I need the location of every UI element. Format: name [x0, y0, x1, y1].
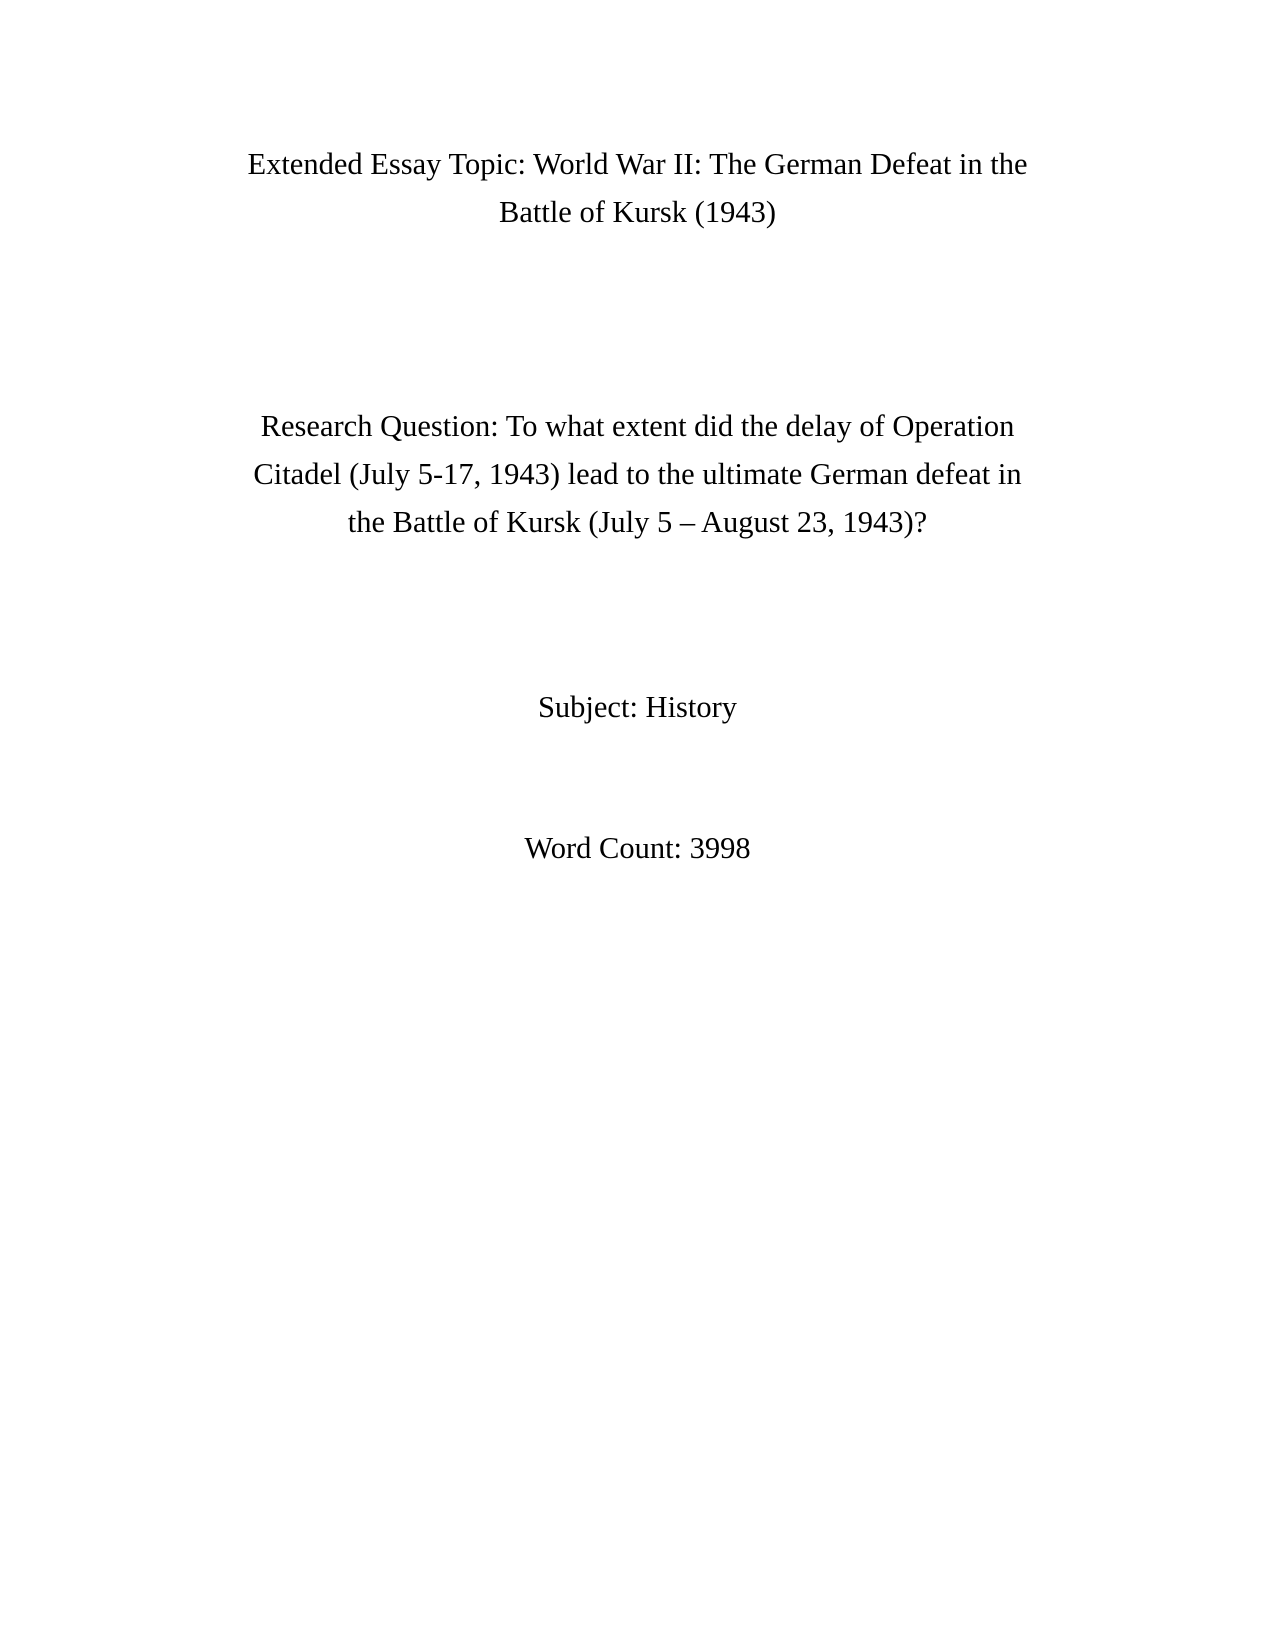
research-question-block: [174, 402, 1102, 546]
subject-block: [174, 683, 1102, 731]
research-question-line-1: Research Question: To what extent did the delay of Operation: [260, 409, 1015, 443]
subject-label: Subject: History: [537, 690, 738, 724]
word-count-label: Word Count: 3998: [524, 831, 751, 865]
research-question-line-2: Citadel (July 5-17, 1943) lead to the ultimate German defeat in: [253, 457, 1022, 491]
essay-title-line-1: Extended Essay Topic: World War II: The German Defeat in the: [247, 147, 1028, 181]
research-question-line-3: the Battle of Kursk (July 5 – August 23, 1943)?: [347, 505, 928, 539]
word-count-block: [174, 824, 1102, 872]
essay-title-line-2: Battle of Kursk (1943): [499, 195, 776, 229]
cover-page-content: [174, 0, 1102, 872]
essay-title-block: [174, 140, 1102, 236]
